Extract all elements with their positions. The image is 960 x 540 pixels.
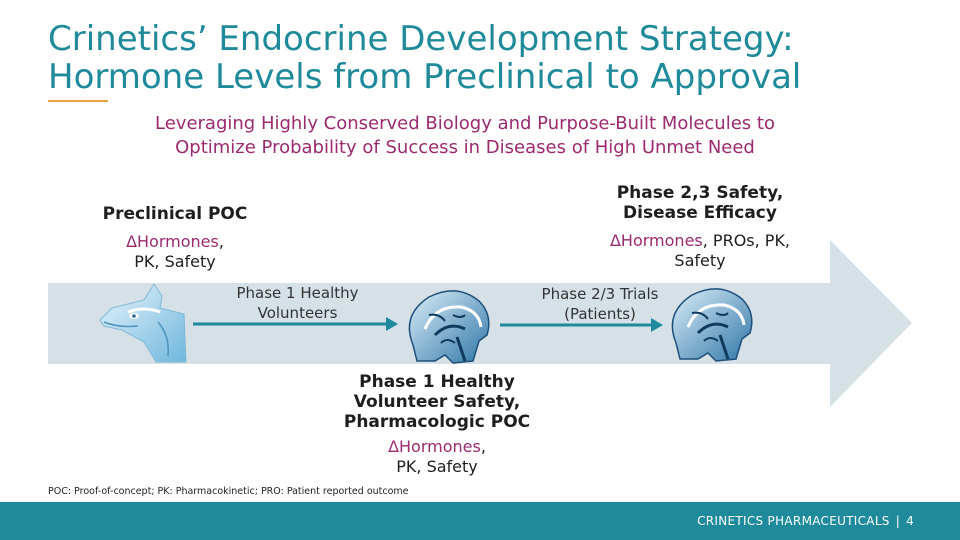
- stage-phase1-body: [322, 437, 552, 477]
- stage-preclinical-rest-1: ,: [218, 232, 224, 251]
- stage-phase23-rest-2: Safety: [674, 251, 726, 270]
- human-brain-icon: [395, 285, 495, 365]
- transition-phase1: [220, 283, 375, 323]
- stage-phase1-rest-1: ,: [480, 437, 486, 456]
- animal-head-icon: [98, 282, 188, 364]
- stage-phase23-title-line-2: Disease Efficacy: [623, 203, 777, 223]
- stage-phase1-rest-2: PK, Safety: [396, 457, 478, 476]
- stage-phase1-title: [322, 372, 552, 432]
- delta-hormones-label: ΔHormones: [126, 232, 219, 251]
- delta-hormones-label: ΔHormones: [609, 231, 703, 250]
- footer-separator: |: [895, 514, 901, 528]
- stage-phase23-title-line-1: Phase 2,3 Safety,: [616, 183, 784, 203]
- transition-phase23-line-1: Phase 2/3 Trials: [541, 285, 659, 303]
- transition-phase1-line-1: Phase 1 Healthy: [236, 284, 359, 302]
- transition-phase23: [520, 284, 680, 324]
- slide-title-line-2: Hormone Levels from Preclinical to Approval: [48, 57, 802, 97]
- transition-phase23-line-2: (Patients): [564, 305, 636, 323]
- transition-phase1-line-2: Volunteers: [257, 304, 338, 322]
- human-brain-icon: [658, 283, 758, 363]
- stage-preclinical-title: [75, 204, 275, 224]
- footer-bar: [0, 502, 960, 540]
- footer-text: [697, 514, 914, 528]
- slide-title-line-1: Crinetics’ Endocrine Development Strategy:: [48, 19, 794, 59]
- delta-hormones-label: ΔHormones: [388, 437, 481, 456]
- stage-phase1-title-line-1: Phase 1 Healthy: [359, 372, 515, 392]
- subtitle-line-1: Leveraging Highly Conserved Biology and Purpose-Built Molecules to: [155, 113, 775, 134]
- stage-preclinical-title-line-1: Preclinical POC: [102, 204, 248, 224]
- stage-phase23-body: [575, 231, 825, 271]
- stage-preclinical-body: [75, 232, 275, 272]
- stage-preclinical-rest-2: PK, Safety: [134, 252, 216, 271]
- page-number: 4: [906, 514, 914, 528]
- footnote: POC: Proof-of-concept; PK: Pharmacokinetic; PRO: Patient reported outcome: [48, 486, 409, 497]
- stage-phase1-title-line-2: Volunteer Safety,: [353, 392, 521, 412]
- subtitle-line-2: Optimize Probability of Success in Diseases of High Unmet Need: [175, 137, 755, 158]
- stage-phase23-rest-1: , PROs, PK,: [702, 231, 791, 250]
- stage-phase1-title-line-3: Pharmacologic POC: [343, 412, 531, 432]
- company-name: CRINETICS PHARMACEUTICALS: [697, 514, 890, 528]
- stage-phase23-title: [590, 183, 810, 223]
